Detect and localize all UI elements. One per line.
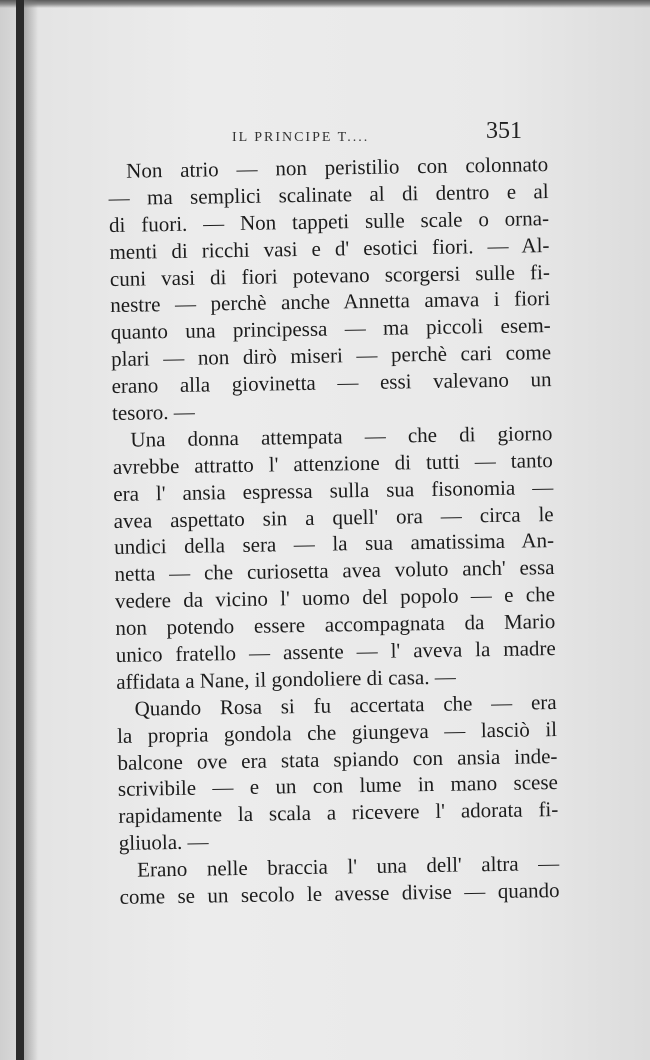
text-line: — ma semplici scalinate al di dentro e al — [108, 178, 549, 210]
text-line: erano alla giovinetta — essi valevano un — [111, 367, 552, 399]
text-line: scrivibile — e un con lume in mano scese — [117, 770, 559, 802]
text-line: tesoro. — — [111, 399, 196, 425]
text-line: non potendo essere accompagnata da Mario — [115, 609, 556, 641]
text-line: vedere da vicino l' uomo del popolo — e che — [114, 582, 556, 614]
text-line: plari — non dirò miseri — perchè cari come — [110, 340, 552, 372]
text-line: unico fratello — assente — l' aveva la madre — [115, 636, 556, 667]
page-number: 351 — [486, 118, 522, 144]
page-top-edge — [0, 0, 650, 8]
text-line: era l' ansia espressa sulla sua fisonomia — — [113, 474, 554, 506]
text-line: rapidamente la scala a ricevere l' adorata fi- — [118, 797, 559, 829]
text-line: quanto una principessa — ma piccoli esem- — [110, 313, 551, 345]
text-line: come se un secolo le avesse divise — quando — [119, 878, 560, 909]
text-line: la propria gondola che giungeva — lasciò il — [116, 716, 558, 748]
text-line: di fuori. — Non tappeti sulle scale o orna- — [108, 205, 550, 237]
body-text — [108, 151, 560, 911]
text-line: affidata a Nane, il gondoliere di casa. — — [116, 664, 456, 694]
text-line: avea aspettato sin a quell' ora — circa le — [113, 501, 554, 533]
running-head: IL PRINCIPE T.... — [232, 130, 370, 145]
text-line: undici della sera — la sua amatissima An- — [113, 528, 555, 560]
text-line: balcone ove era stata spiando con ansia inde- — [117, 743, 558, 775]
text-line: Una donna attempata — che di giorno — [130, 420, 553, 452]
binding-spine — [16, 0, 24, 1060]
gutter-shadow — [24, 0, 38, 1060]
text-line: avrebbe attratto l' attenzione di tutti — tanto — [112, 447, 553, 479]
text-line: Erano nelle braccia l' una dell' altra — — [136, 851, 560, 882]
text-line: Non atrio — non peristilio con colonnato — [126, 152, 549, 183]
text-line: Quando Rosa si fu accertata che — era — [134, 689, 557, 721]
text-line: menti di ricchi vasi e d' esotici fiori. — Al- — [109, 232, 550, 264]
text-line: gliuola. — — [118, 829, 209, 856]
text-line: netta — che curiosetta avea voluto anch' essa — [114, 555, 555, 587]
text-line: nestre — perchè anche Annetta amava i fiori — [110, 286, 551, 318]
text-line: cuni vasi di fiori potevano scorgersi sulle fi- — [109, 259, 551, 291]
